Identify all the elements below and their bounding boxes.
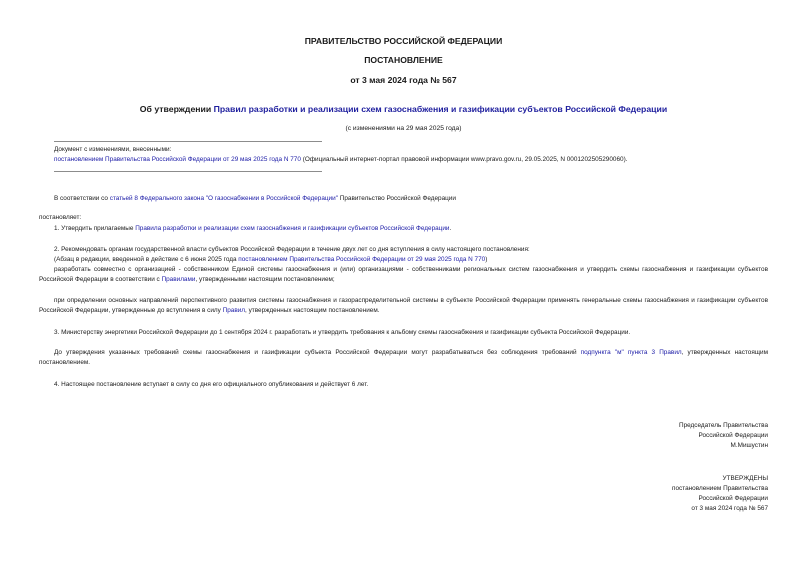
item-3: 3. Министерству энергетики Российской Федерации до 1 сентября 2024 г. разработать и утвердить требования к альбому схемы газоснабжения и газификации субъекта Российской Федерации. [54,329,631,336]
transition-paragraph [39,348,768,367]
sub2-rules-link[interactable]: Правил [222,306,246,314]
item-1-rules-link[interactable]: Правила разработки и реализации схем газоснабжения и газификации субъектов Российской Федерации [135,225,450,232]
transition-post: , утвержденных настоящим постановлением. [39,349,769,366]
item-1 [54,224,451,234]
edit-note-post: ) [485,256,488,263]
changes-intro: Документ с изменениями, внесенными: [54,146,172,153]
approved-by: постановлением Правительства [672,485,768,492]
item-2: 2. Рекомендовать органам государственной власти субъектов Российской Федерации в течение двух лет со дня вступления в силу настоящего постановления: [54,246,530,253]
signature-name: М.Мишустин [730,442,768,449]
item-1-pre: 1. Утвердить прилагаемые [54,225,136,232]
preamble-pre: В соответствии со [54,195,110,202]
sub1-post: , утвержденными настоящим постановлением; [195,275,335,283]
approved-label: УТВЕРЖДЕНЫ [722,475,768,482]
item-2-subparagraph-2 [39,296,768,315]
approved-org: Российской Федерации [698,495,768,502]
approved-date: от 3 мая 2024 года № 567 [691,505,768,512]
title-prefix: Об утверждении [139,104,214,114]
changes-decree-link[interactable]: постановлением Правительства Российской Федерации от 29 мая 2025 года N 770 [54,156,301,163]
resolves-text: постановляет: [39,214,82,221]
transition-pre: До утверждения указанных требований схемы газоснабжения и газификации субъекта Российской Федерации могут разрабатываться без соблюдения требований [54,349,581,356]
changes-source: (Официальный интернет-портал правовой информации www.pravo.gov.ru, 29.05.2025, N 0001202505290060). [300,156,628,163]
document-type-heading: ПОСТАНОВЛЕНИЕ [364,55,443,65]
changes-line [54,155,628,165]
federal-law-link[interactable]: статьей 8 Федерального закона "О газоснабжении в Российской Федерации" [109,195,338,202]
item-4: 4. Настоящее постановление вступает в силу со дня его официального опубликования и действует 6 лет. [54,381,369,388]
government-heading: ПРАВИТЕЛЬСТВО РОССИЙСКОЙ ФЕДЕРАЦИИ [304,36,503,46]
subparagraph-m-link[interactable]: подпункта "м" пункта 3 Правил [580,349,682,356]
changes-bottom-rule [54,171,322,172]
title-rules-link[interactable]: Правил разработки и реализации схем газоснабжения и газификации субъектов Российской Федерации [213,104,668,114]
item-2-edit-note [54,255,487,265]
document-date-number: от 3 мая 2024 года № 567 [350,75,457,85]
changes-top-rule [54,141,322,142]
sub1-rules-link[interactable]: Правилами [161,275,196,283]
sub1-pre: разработать совместно с организацией - собственником Единой системы газоснабжения и (или) организациями - собственниками региональных систем газоснабжения и утвердить схемы газоснабжения и газификации субъектов Российской Федерации в соответствии с [39,266,768,283]
signature-title: Председатель Правительства [679,422,768,429]
amendment-note: (с изменениями на 29 мая 2025 года) [345,125,462,132]
item-1-post: . [449,225,452,232]
preamble [54,194,456,204]
edit-note-decree-link[interactable]: постановлением Правительства Российской Федерации от 29 мая 2025 года N 770 [238,256,486,263]
item-2-subparagraph-1 [39,265,768,284]
sub2-pre: при определении основных направлений перспективного развития системы газоснабжения и газораспределительной системы в субъекте Российской Федерации применять генеральные схемы газоснабжения и газификации субъектов Российской Федерации, утвержденные до вступления в силу [39,297,768,314]
edit-note-pre: (Абзац в редакции, введенной в действие с 6 июня 2025 года [54,256,239,263]
sub2-post: , утвержденных настоящим постановлением. [245,306,380,314]
document-title [0,104,807,114]
preamble-post: Правительство Российской Федерации [337,195,456,202]
signature-org: Российской Федерации [698,432,768,439]
